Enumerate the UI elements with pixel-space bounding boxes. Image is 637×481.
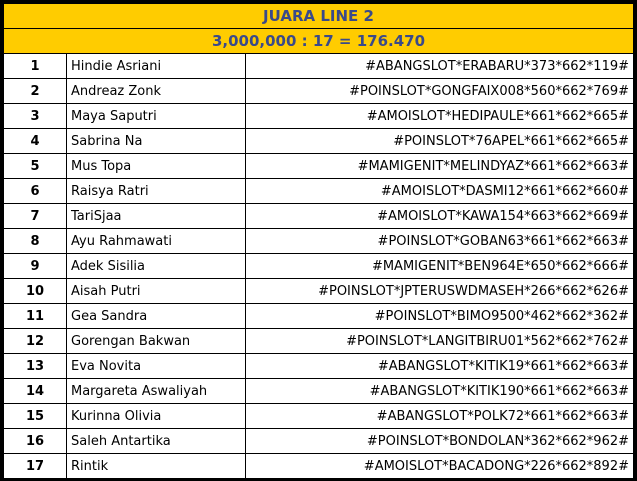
row-number: 16: [4, 429, 67, 454]
winner-name: Andreaz Zonk: [67, 79, 246, 104]
table-row: [4, 154, 634, 179]
winner-code: #POINSLOT*BIMO9500*462*662*362#: [246, 304, 634, 329]
table-row: [4, 429, 634, 454]
table-row: [4, 54, 634, 79]
row-number: 13: [4, 354, 67, 379]
winner-name: Saleh Antartika: [67, 429, 246, 454]
winner-name: Mus Topa: [67, 154, 246, 179]
row-number: 7: [4, 204, 67, 229]
winners-table: [3, 3, 634, 479]
winner-code: #ABANGSLOT*KITIK19*661*662*663#: [246, 354, 634, 379]
winner-code: #POINSLOT*LANGITBIRU01*562*662*762#: [246, 329, 634, 354]
winner-code: #ABANGSLOT*ERABARU*373*662*119#: [246, 54, 634, 79]
winner-code: #POINSLOT*GOBAN63*661*662*663#: [246, 229, 634, 254]
table-row: [4, 79, 634, 104]
row-number: 10: [4, 279, 67, 304]
row-number: 8: [4, 229, 67, 254]
subtitle-row: [4, 29, 634, 54]
winner-code: #MAMIGENIT*BEN964E*650*662*666#: [246, 254, 634, 279]
winner-name: Margareta Aswaliyah: [67, 379, 246, 404]
row-number: 17: [4, 454, 67, 479]
winner-name: TariSjaa: [67, 204, 246, 229]
table-row: [4, 354, 634, 379]
winner-code: #AMOISLOT*HEDIPAULE*661*662*665#: [246, 104, 634, 129]
winner-name: Kurinna Olivia: [67, 404, 246, 429]
title-row: [4, 4, 634, 29]
table-row: [4, 179, 634, 204]
row-number: 9: [4, 254, 67, 279]
winner-code: #POINSLOT*JPTERUSWDMASEH*266*662*626#: [246, 279, 634, 304]
winner-code: #POINSLOT*BONDOLAN*362*662*962#: [246, 429, 634, 454]
winner-name: Eva Novita: [67, 354, 246, 379]
row-number: 15: [4, 404, 67, 429]
table-row: [4, 304, 634, 329]
table-row: [4, 204, 634, 229]
winner-code: #AMOISLOT*KAWA154*663*662*669#: [246, 204, 634, 229]
table-row: [4, 104, 634, 129]
winner-name: Ayu Rahmawati: [67, 229, 246, 254]
prize-calculation: 3,000,000 : 17 = 176.470: [4, 29, 634, 54]
table-row: [4, 129, 634, 154]
winner-name: Maya Saputri: [67, 104, 246, 129]
table-row: [4, 279, 634, 304]
row-number: 6: [4, 179, 67, 204]
row-number: 1: [4, 54, 67, 79]
row-number: 11: [4, 304, 67, 329]
winner-name: Hindie Asriani: [67, 54, 246, 79]
row-number: 4: [4, 129, 67, 154]
winner-code: #AMOISLOT*BACADONG*226*662*892#: [246, 454, 634, 479]
table-row: [4, 229, 634, 254]
row-number: 3: [4, 104, 67, 129]
row-number: 14: [4, 379, 67, 404]
table-title: JUARA LINE 2: [4, 4, 634, 29]
row-number: 5: [4, 154, 67, 179]
winner-code: #AMOISLOT*DASMI12*661*662*660#: [246, 179, 634, 204]
table-row: [4, 329, 634, 354]
table-row: [4, 404, 634, 429]
winner-name: Adek Sisilia: [67, 254, 246, 279]
table-row: [4, 454, 634, 479]
winner-code: #POINSLOT*76APEL*661*662*665#: [246, 129, 634, 154]
winner-code: #ABANGSLOT*KITIK190*661*662*663#: [246, 379, 634, 404]
winner-code: #MAMIGENIT*MELINDYAZ*661*662*663#: [246, 154, 634, 179]
winner-code: #ABANGSLOT*POLK72*661*662*663#: [246, 404, 634, 429]
winner-name: Rintik: [67, 454, 246, 479]
winner-code: #POINSLOT*GONGFAIX008*560*662*769#: [246, 79, 634, 104]
winner-name: Aisah Putri: [67, 279, 246, 304]
winner-name: Gorengan Bakwan: [67, 329, 246, 354]
row-number: 12: [4, 329, 67, 354]
row-number: 2: [4, 79, 67, 104]
table-row: [4, 379, 634, 404]
table-row: [4, 254, 634, 279]
winner-name: Raisya Ratri: [67, 179, 246, 204]
winner-name: Sabrina Na: [67, 129, 246, 154]
winner-name: Gea Sandra: [67, 304, 246, 329]
